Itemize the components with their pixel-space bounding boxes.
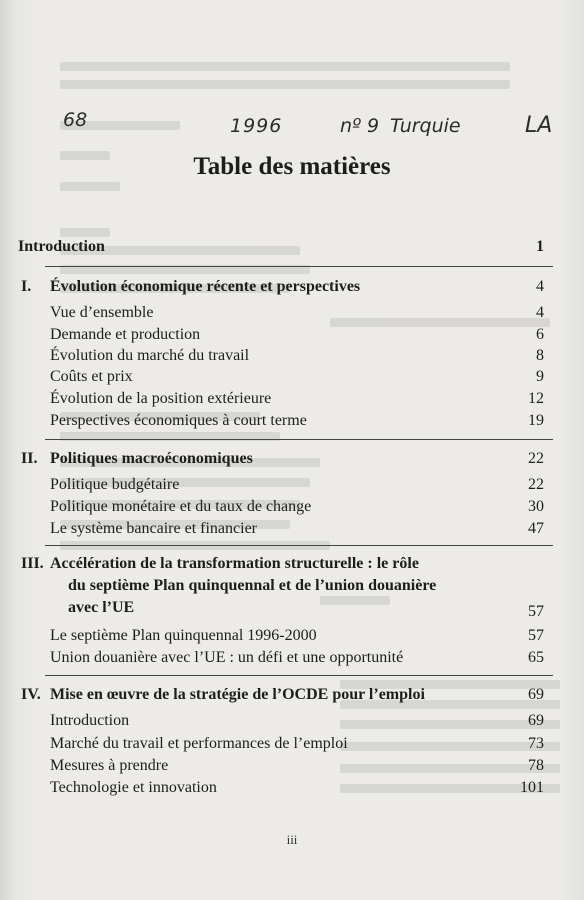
toc-entry-label: Vue d’ensemble [50,304,154,321]
divider [45,266,553,267]
handwritten-note: LA [525,113,553,138]
toc-page-number: 30 [528,498,544,515]
handwritten-note: 68 [63,109,88,131]
toc-entry-label-line: avec l’UE [68,599,135,616]
toc-page-number: 101 [520,779,544,796]
toc-entry-label: Évolution du marché du travail [50,347,250,364]
toc-page-number: 57 [528,627,544,644]
toc-page-number: 4 [536,278,544,295]
handwritten-note: 1996 [230,115,283,137]
toc-page-number: 69 [528,712,544,729]
toc-entry-label: Marché du travail et performances de l’emploi [50,735,348,752]
toc-page-number: 69 [528,686,544,703]
toc-page-number: 57 [528,603,544,620]
toc-page-number: 4 [536,304,544,321]
toc-entry-label-line: Accélération de la transformation structurelle : le rôle [50,555,419,572]
toc-entry-label: Introduction [50,712,130,729]
section-number: II. [21,450,38,467]
toc-entry-label: Union douanière avec l’UE : un défi et une opportunité [50,649,404,666]
toc-page-number: 78 [528,757,544,774]
handwritten-note: Turquie [390,115,461,137]
toc-page-number: 8 [536,347,544,364]
toc-page-number: 19 [528,412,544,429]
divider [45,439,553,440]
section-number: I. [21,278,32,295]
toc-entry-label: Politiques macroéconomiques [50,450,253,467]
toc-entry-label: Le système bancaire et financier [50,520,257,537]
toc-entry-label: Introduction [18,238,105,255]
toc-entry-label: Perspectives économiques à court terme [50,412,307,429]
toc-entry-label-line: du septième Plan quinquennal et de l’union douanière [68,577,437,594]
toc-page-number: 6 [536,326,544,343]
toc-page-number: 47 [528,520,544,537]
toc-page-number: 9 [536,368,544,385]
toc-page-number: 22 [528,450,544,467]
toc-entry-label: Mise en œuvre de la stratégie de l’OCDE pour l’emploi [50,686,425,703]
toc-page-number: 12 [528,390,544,407]
section-number: IV. [21,686,41,703]
toc-page-number: 1 [536,238,544,255]
handwritten-annotation [60,105,580,145]
page-footer-number: iii [286,832,298,847]
divider [45,675,553,676]
toc-entry-label: Technologie et innovation [50,779,217,796]
handwritten-note: nº 9 [340,115,380,137]
section-number: III. [21,555,44,572]
toc-entry-label: Évolution économique récente et perspectives [50,278,361,295]
toc-entry-label: Mesures à prendre [50,757,169,774]
divider [45,545,553,546]
toc-entry-label: Politique budgétaire [50,476,180,493]
toc-entry-label: Coûts et prix [50,368,133,385]
page-title: Table des matières [193,153,391,180]
toc-page-number: 65 [528,649,544,666]
toc-page-number: 22 [528,476,544,493]
toc-entry-label: Le septième Plan quinquennal 1996-2000 [50,627,317,644]
toc-entry-label: Évolution de la position extérieure [50,390,272,407]
toc-entry-label: Demande et production [50,326,201,343]
toc-page-number: 73 [528,735,544,752]
toc-entry-label: Politique monétaire et du taux de change [50,498,312,515]
